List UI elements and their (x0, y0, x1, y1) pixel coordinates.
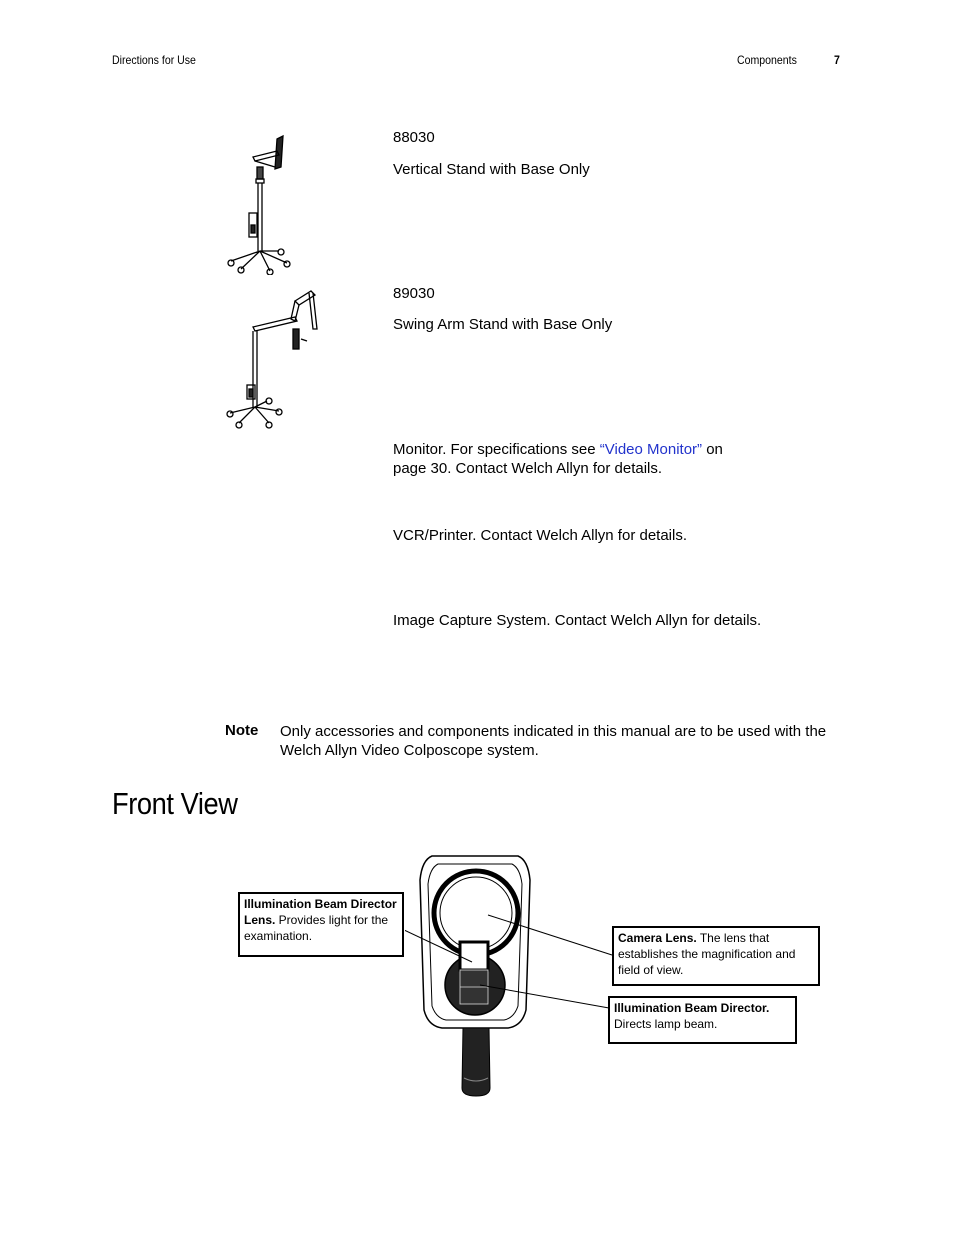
header-section: Components (737, 53, 797, 67)
header-doc-title: Directions for Use (112, 53, 196, 67)
note-label: Note (225, 722, 259, 739)
callout-title: Camera Lens. (618, 931, 697, 945)
note-text: Only accessories and components indicated in this manual are to be used with the Welch Allyn Video Colposcope system. (280, 723, 827, 759)
item-part-number: 89030 (393, 285, 435, 302)
callout-illumination-lens (238, 892, 404, 957)
video-monitor-link[interactable]: “Video Monitor” (599, 441, 703, 458)
item-description: Swing Arm Stand with Base Only (393, 316, 613, 333)
monitor-description (393, 440, 793, 478)
callout-body: Directs lamp beam. (614, 1017, 718, 1031)
capture-description: Image Capture System. Contact Welch Allyn for details. (393, 612, 762, 629)
callout-title: Illumination Beam Director Lens. (244, 897, 397, 927)
colposcope-front-view-illustration (405, 852, 615, 1100)
item-description: Vertical Stand with Base Only (393, 161, 590, 178)
page-number: 7 (834, 53, 840, 67)
section-heading: Front View (112, 786, 238, 821)
monitor-text-prefix: Monitor. For specifications see (393, 441, 600, 458)
callout-body: The lens that establishes the magnification and field of view. (618, 931, 796, 977)
callout-body: Provides light for the examination. (244, 913, 389, 943)
item-part-number: 88030 (393, 129, 435, 146)
vertical-stand-illustration (225, 133, 295, 275)
callout-illumination-director (608, 996, 797, 1044)
monitor-text-line2: page 30. Contact Welch Allyn for details. (393, 460, 663, 477)
monitor-text-suffix: on (702, 441, 723, 458)
callout-title: Illumination Beam Director. (614, 1001, 770, 1015)
callout-camera-lens (612, 926, 820, 986)
vcr-description: VCR/Printer. Contact Welch Allyn for details. (393, 527, 688, 544)
swing-arm-stand-illustration (225, 289, 325, 431)
